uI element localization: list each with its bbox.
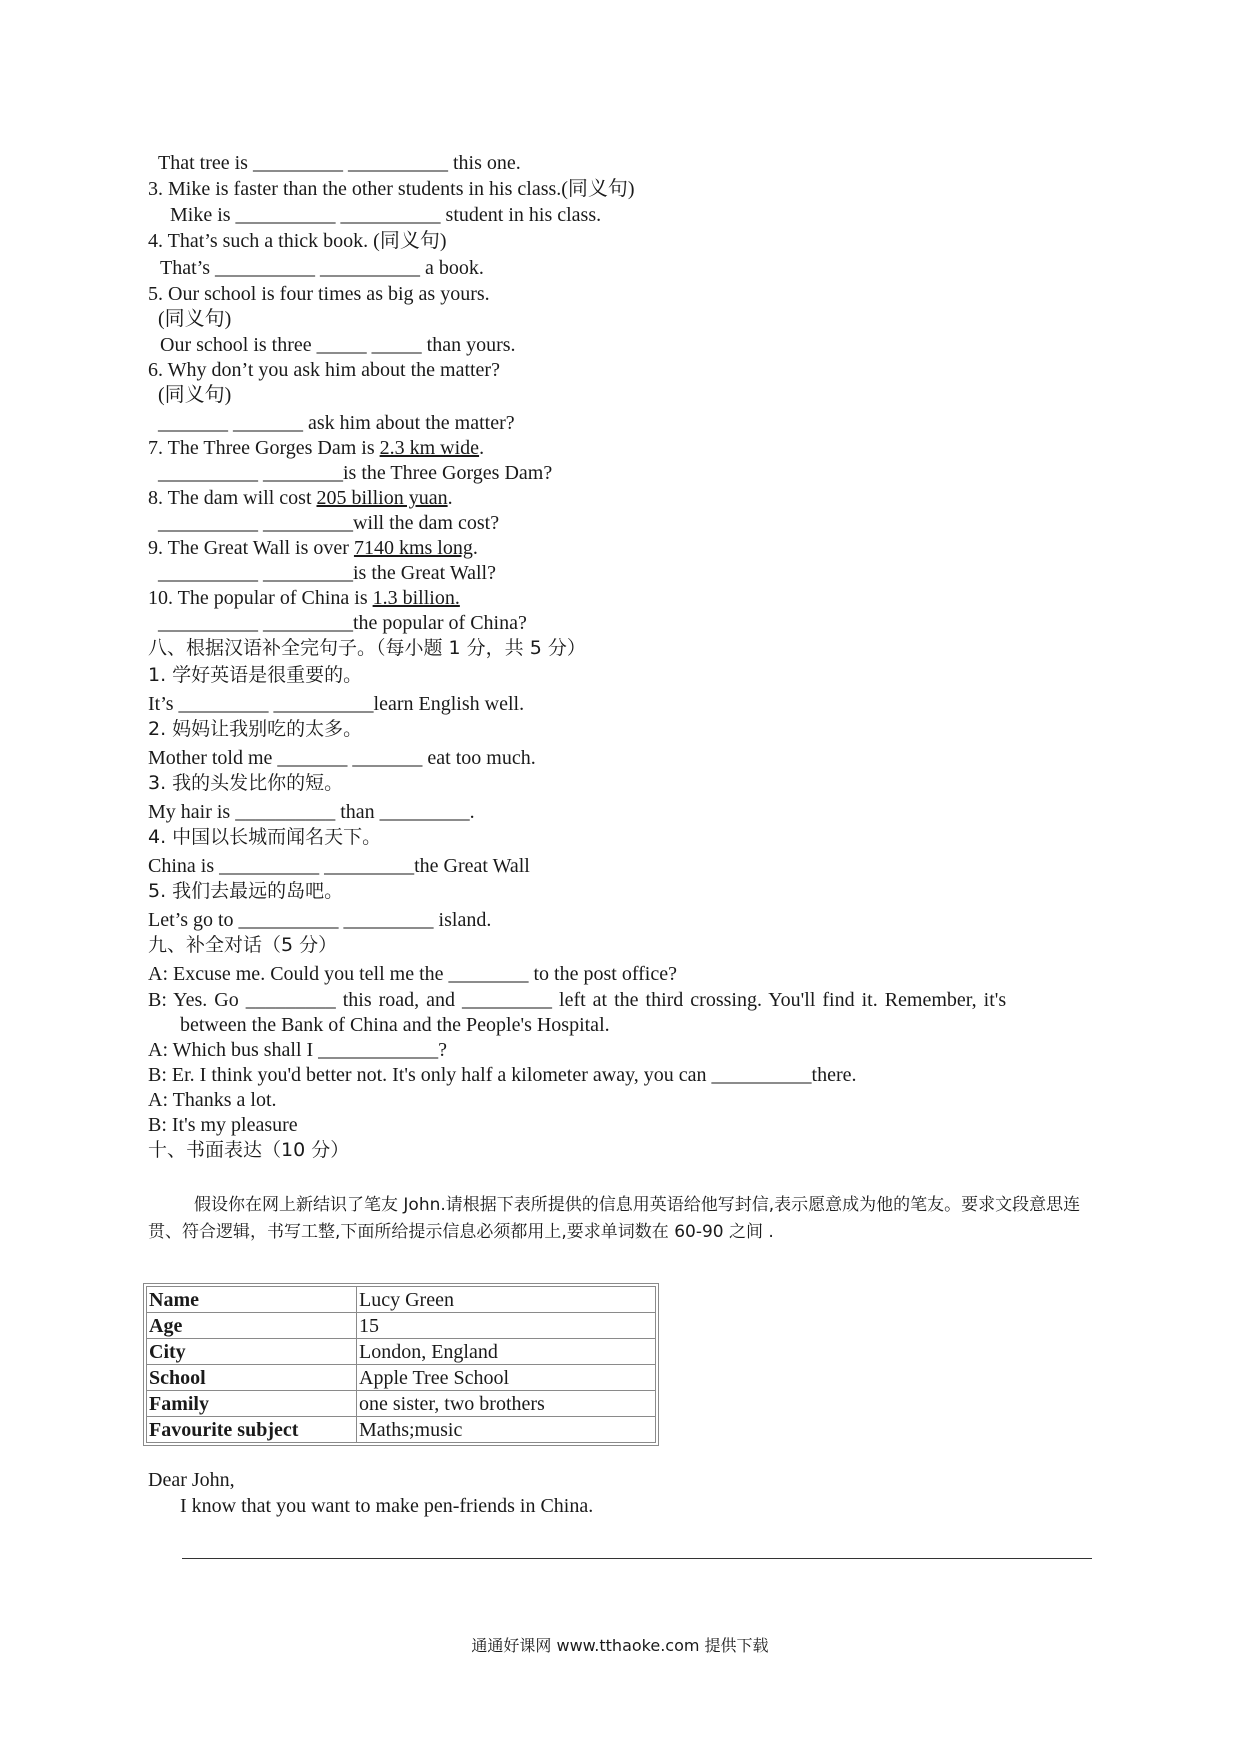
exercise-line: 5. Our school is four times as big as yours. [148, 283, 490, 305]
underlined-answer: 1.3 billion. [372, 587, 460, 609]
exercise-line: (同义句) [158, 384, 232, 406]
table-row [147, 1365, 656, 1391]
dialogue-line: A: Excuse me. Could you tell me the ________ to the post office? [148, 963, 677, 985]
table-row [147, 1417, 656, 1443]
section-heading: 八、根据汉语补全完句子。（每小题 1 分，共 5 分） [148, 637, 586, 659]
chinese-prompt: 5. 我们去最远的岛吧。 [148, 880, 344, 902]
chinese-prompt: 1. 学好英语是很重要的。 [148, 664, 363, 686]
dialogue-line: A: Which bus shall I ____________? [148, 1039, 448, 1061]
table-key-cell: Age [147, 1313, 357, 1339]
table-value-cell: Lucy Green [357, 1287, 656, 1313]
exercise-line: 6. Why don’t you ask him about the matter? [148, 359, 500, 381]
table-value-cell: Apple Tree School [357, 1365, 656, 1391]
exercise-line: __________ _________is the Great Wall? [158, 562, 496, 584]
punctuation: . [479, 437, 485, 459]
page-footer: 通通好课网 www.tthaoke.com 提供下载 [471, 1636, 769, 1655]
exercise-line [148, 586, 460, 610]
dialogue-line: B: Er. I think you'd better not. It's only half a kilometer away, you can __________there. [148, 1064, 857, 1086]
question-text: 8. The dam will cost [148, 487, 317, 509]
exercise-line: (同义句) [158, 308, 232, 330]
letter-greeting: Dear John, [148, 1469, 235, 1491]
exercise-line: 3. Mike is faster than the other students in his class.(同义句) [148, 178, 635, 200]
exercise-line [148, 536, 478, 560]
exercise-line: That tree is _________ __________ this one. [158, 152, 521, 174]
exercise-line [148, 486, 453, 510]
exercise-line: __________ _________will the dam cost? [158, 512, 500, 534]
table-value-cell: London, England [357, 1339, 656, 1365]
table-row [147, 1339, 656, 1365]
question-text: 7. The Three Gorges Dam is [148, 437, 380, 459]
section-heading: 十、书面表达（10 分） [148, 1139, 350, 1161]
exercise-line [148, 436, 484, 460]
writing-line [182, 1558, 1092, 1559]
table-key-cell: Family [147, 1391, 357, 1417]
dialogue-line: between the Bank of China and the People's Hospital. [180, 1014, 610, 1036]
dialogue-line: B: Yes. Go _________ this road, and _________ left at the third crossing. You'll find it. Remember, it's [148, 989, 1007, 1011]
dialogue-line: A: Thanks a lot. [148, 1089, 277, 1111]
info-table [146, 1286, 656, 1443]
letter-opening: I know that you want to make pen-friends in China. [180, 1495, 594, 1517]
exercise-line: Let’s go to __________ _________ island. [148, 909, 492, 931]
table-row [147, 1287, 656, 1313]
punctuation: . [472, 537, 478, 559]
underlined-answer: 7140 kms long [353, 537, 473, 559]
exercise-line: That’s __________ __________ a book. [160, 257, 484, 279]
table-row [147, 1391, 656, 1417]
exercise-line: _______ _______ ask him about the matter? [158, 412, 515, 434]
chinese-prompt: 3. 我的头发比你的短。 [148, 772, 344, 794]
exercise-line: Mother told me _______ _______ eat too much. [148, 747, 536, 769]
chinese-prompt: 4. 中国以长城而闻名天下。 [148, 826, 382, 848]
exercise-line: My hair is __________ than _________. [148, 801, 475, 823]
exercise-line: It’s _________ __________learn English well. [148, 693, 525, 715]
exercise-line: Our school is three _____ _____ than yours. [160, 334, 516, 356]
section-heading: 九、补全对话（5 分） [148, 934, 338, 956]
table-row [147, 1313, 656, 1339]
table-value-cell: Maths;music [357, 1417, 656, 1443]
exercise-line: __________ _________the popular of China? [158, 612, 527, 634]
table-key-cell: Favourite subject [147, 1417, 357, 1443]
exercise-line: China is __________ _________the Great Wall [148, 855, 530, 877]
question-text: 9. The Great Wall is over [148, 537, 354, 559]
underlined-answer: 205 billion yuan [316, 487, 448, 509]
exercise-line: 4. That’s such a thick book. (同义句) [148, 230, 447, 252]
exercise-line: __________ ________is the Three Gorges Dam? [158, 462, 553, 484]
chinese-prompt: 2. 妈妈让我别吃的太多。 [148, 718, 363, 740]
table-key-cell: School [147, 1365, 357, 1391]
exercise-line: Mike is __________ __________ student in his class. [170, 204, 602, 226]
underlined-answer: 2.3 km wide [379, 437, 480, 459]
punctuation: . [447, 487, 453, 509]
table-value-cell: one sister, two brothers [357, 1391, 656, 1417]
table-key-cell: City [147, 1339, 357, 1365]
table-value-cell: 15 [357, 1313, 656, 1339]
dialogue-line: B: It's my pleasure [148, 1114, 298, 1136]
writing-prompt: 假设你在网上新结识了笔友 John.请根据下表所提供的信息用英语给他写封信,表示愿意成为他的笔友。要求文段意思连贯、符合逻辑，书写工整,下面所给提示信息必须都用上,要求单词数在 60-90 之间 . [148, 1195, 1081, 1242]
table-key-cell: Name [147, 1287, 357, 1313]
question-text: 10. The popular of China is [148, 587, 373, 609]
